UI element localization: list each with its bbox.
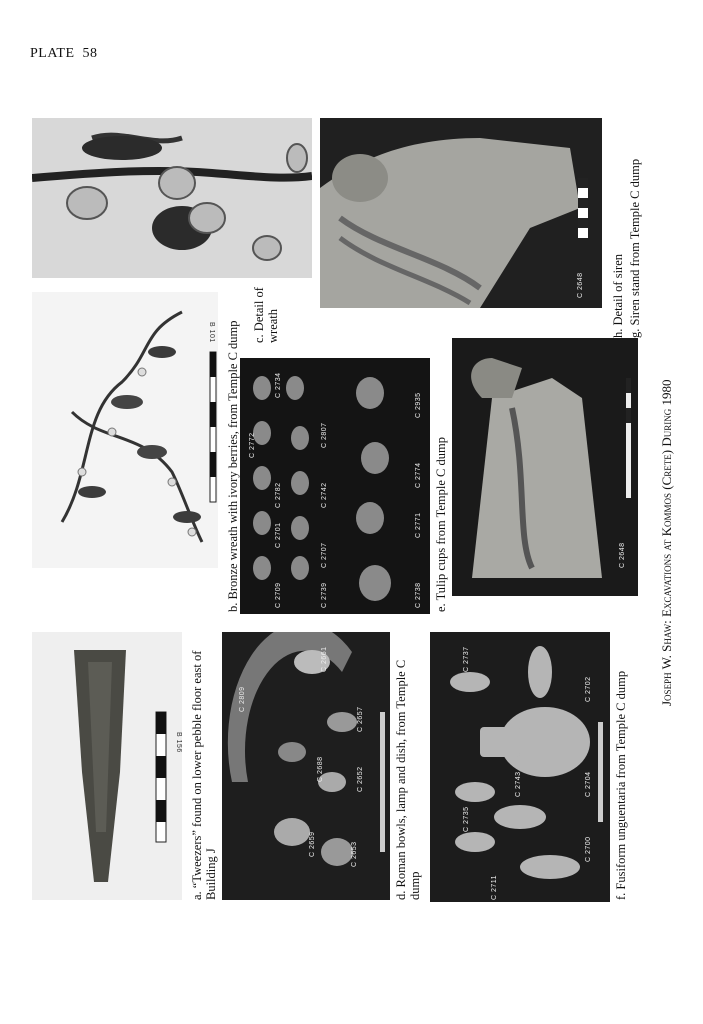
photo-d-label-5: C 2652 [357,766,364,792]
photo-f-label-3: C 2743 [515,771,522,797]
photo-b-wreath [32,292,218,568]
photo-e-label-5: C 2701 [275,522,282,548]
caption-g: g. Siren stand from Temple C dump [628,158,642,338]
photo-e-label-2: C 2734 [275,372,282,398]
plate-label: PLATE [30,46,75,61]
photo-a-tweezers [32,632,182,900]
photo-d-label-7: C 2653 [351,841,358,867]
photo-e-label-4: C 2807 [321,422,328,448]
plate-credit: Joseph W. Shaw: Excavations at Kommos (Crete) During 1980 [659,379,674,706]
photo-d-label-4: C 2688 [317,756,324,782]
photo-d-label-1: C 2809 [239,686,246,712]
photo-f-unguentaria [430,632,610,902]
photo-e-label-7: C 2709 [275,582,282,608]
photo-e-label-12: C 2935 [415,392,422,418]
photo-d-label-3: C 2657 [357,706,364,732]
photo-e-tulip-cups [240,358,430,614]
photo-f-label-1: C 2737 [463,646,470,672]
caption-b: b. Bronze wreath with ivory berries, from Temple C dump [226,320,240,612]
photo-d-roman-bowls [222,632,390,900]
photo-e-label-9: C 2739 [321,582,328,608]
photo-e-label-8: C 2707 [321,542,328,568]
caption-h: h. Detail of siren [611,253,625,338]
photo-h-label: C 2648 [577,272,584,298]
photo-f-label-7: C 2711 [491,874,498,900]
photo-d-label-6: C 2659 [309,831,316,857]
photo-h-siren-detail [320,118,602,308]
caption-c: c. Detail of wreath [252,287,280,343]
photo-e-label-3: C 2782 [275,482,282,508]
caption-a: a. “Tweezers” found on lower pebble floor east of Building J [190,650,218,900]
photo-e-label-13: C 2738 [415,582,422,608]
photo-f-label-5: C 2735 [463,806,470,832]
photo-f-label-6: C 2700 [585,836,592,862]
plate-number: 58 [82,46,98,61]
photo-e-label-10: C 2774 [415,462,422,488]
photo-c-wreath-detail [32,118,312,278]
caption-e: e. Tulip cups from Temple C dump [434,437,448,612]
caption-d: d. Roman bowls, lamp and dish, from Temple C dump [394,659,422,900]
caption-f: f. Fusiform unguentaria from Temple C dump [614,670,628,900]
photo-f-label-4: C 2704 [585,771,592,797]
photo-f-label-2: C 2702 [585,676,592,702]
photo-e-label-1: C 2772 [249,432,256,458]
photo-a-label: B 156 [175,732,182,753]
plate-header [30,46,98,62]
photo-g-siren-stand [452,338,638,596]
photo-b-label: B 101 [208,322,215,343]
photo-e-label-11: C 2771 [415,512,422,538]
photo-g-label: C 2648 [619,542,626,568]
photo-d-label-2: C 2661 [321,646,328,672]
photo-e-label-6: C 2742 [321,482,328,508]
